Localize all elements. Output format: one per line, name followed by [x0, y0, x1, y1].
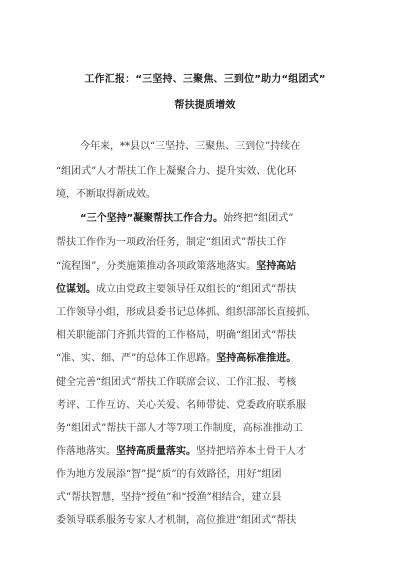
- section-text: “准、实、细、严”的总体工作思路。: [56, 353, 217, 364]
- subheading-high-position: 坚持高站: [256, 261, 297, 272]
- section-text: 作落地落实。: [56, 446, 116, 457]
- section-line-7: [56, 353, 296, 365]
- section-line-5: 工作领导小组，形成县委书记总体抓、组织部部长直接抓、: [56, 307, 316, 318]
- section-text: 始终把“组团式”: [223, 213, 294, 224]
- section-line-1: [80, 213, 293, 225]
- section-line-6: 相关职能部门齐抓共管的工作格局，明确“组团式”帮扶: [56, 330, 297, 341]
- section-line-2: 帮扶工作作为一项政治任务，制定“组团式”帮扶工作: [56, 237, 287, 248]
- section-line-12: 作为地方发展添“智”提“质”的有效路径，用好“组团: [56, 469, 282, 480]
- section-line-4: [56, 284, 296, 296]
- section-line-11: [56, 446, 306, 458]
- subheading-high-position-continued: 位谋划。: [56, 284, 96, 295]
- subheading-high-quality: 坚持高质量落实。: [116, 446, 196, 457]
- subheading-high-standard: 坚持高标准推进。: [216, 353, 297, 364]
- section-line-8: 健全完善“组团式”帮扶工作联席会议、工作汇报、考核: [56, 377, 297, 388]
- section-line-9: 考评、工作互访、关心关爱、名师带徒、党委政府联系服: [56, 400, 306, 411]
- section-text: 成立由党政主要领导任双组长的“组团式”帮扶: [96, 284, 297, 295]
- section-line-10: 务“组团式”帮扶干部人才等7项工作制度，高标准推动工: [56, 423, 303, 434]
- section-text: 坚持把培养本土骨干人才: [196, 446, 306, 457]
- section-text: “流程图”，分类施策推动各项政策落地落实。: [56, 261, 257, 272]
- section-heading: “三个坚持”凝聚帮扶工作合力。: [80, 213, 224, 224]
- document-title: 工作汇报：“三坚持、三聚焦、三到位”助力“组团式”: [84, 74, 326, 85]
- section-line-3: [56, 261, 296, 273]
- intro-line-1: 今年来，**县以“三坚持、三聚焦、三到位”持续在: [80, 141, 301, 152]
- intro-line-2: “组团式”人才帮扶工作上凝聚合力、提升实效、优化环: [56, 166, 297, 177]
- document-title-continued: 帮扶提质增效: [174, 100, 236, 111]
- section-line-13: 式”帮扶智慧，坚持“授鱼”和“授渔”相结合，建立县: [56, 492, 282, 503]
- intro-line-3: 境，不断取得新成效。: [56, 189, 156, 200]
- section-line-14: 委领导联系服务专家人才机制，高位推进“组团式”帮扶: [56, 515, 297, 526]
